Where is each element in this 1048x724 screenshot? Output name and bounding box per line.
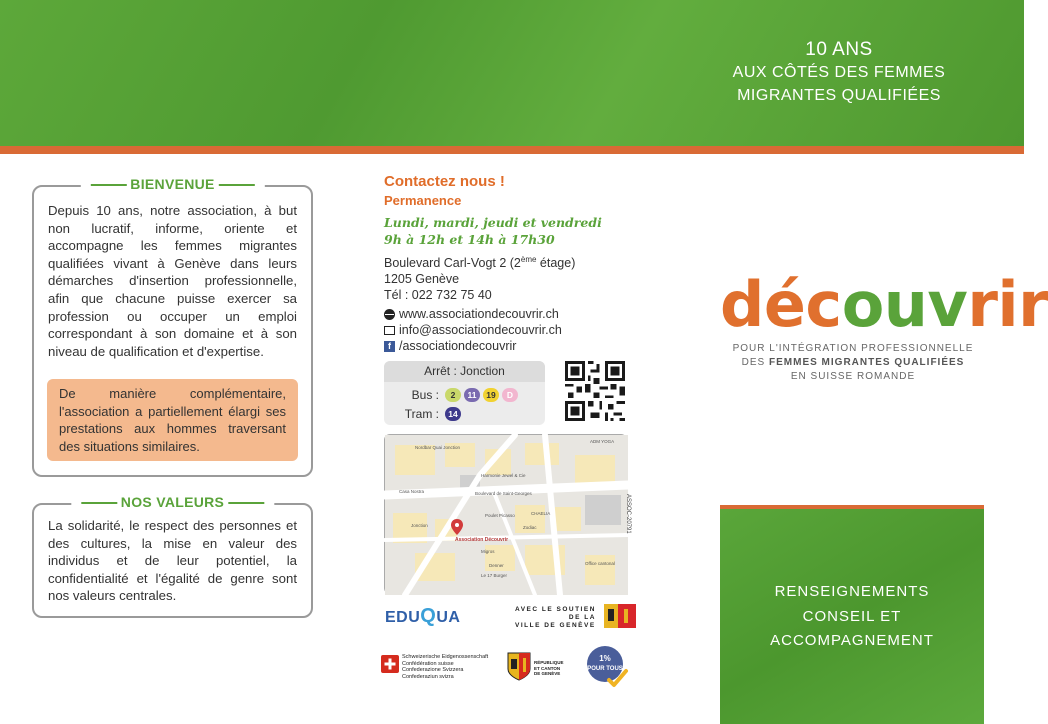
line-badge-2: 2 (445, 388, 461, 402)
mail-icon (384, 326, 395, 335)
logo-part-2: ouv (841, 268, 968, 341)
logo-sub-line-3: EN SUISSE ROMANDE (790, 371, 916, 382)
map-label-poulet: Poulet Picasso (485, 513, 515, 518)
map-label-zodiac: Zodiac (523, 525, 537, 530)
banner-line-1: 10 ANS (805, 39, 873, 60)
bienvenue-note-text: De manière complémentaire, l'association a partiellement élargi ses prestations aux hommes traversant des situations similaires. (59, 386, 286, 454)
line-badge-19: 19 (483, 388, 499, 402)
map-label-boulevard: Boulevard de Saint-Georges (475, 491, 532, 496)
line-badge-11: 11 (464, 388, 480, 402)
map-label-casa: Casa Nostra (399, 489, 425, 494)
logo-sub-line-2-bold: FEMMES MIGRANTES QUALIFIÉES (769, 357, 965, 368)
logo-part-3: rir (967, 268, 1048, 341)
geneve-coat-of-arms-icon (507, 651, 531, 681)
service-renseignements: RENSEIGNEMENTS (774, 583, 930, 600)
address-street: Boulevard Carl-Vogt 2 (2 (384, 256, 521, 271)
geneve-line-3: DE GENÈVE (534, 671, 561, 676)
bus-label: Bus : (411, 387, 439, 402)
svg-text:1%: 1% (599, 654, 611, 663)
ville-geneve-text (515, 606, 596, 630)
facebook-icon: f (384, 341, 395, 352)
swiss-line-2: Confédération suisse (402, 660, 454, 667)
map-label-migros: Migros (481, 549, 495, 554)
email-link[interactable]: info@associationdecouvrir.ch (399, 323, 562, 337)
service-conseil: CONSEIL ET (802, 607, 902, 625)
opening-days: Lundi, mardi, jeudi et vendredi (384, 215, 602, 230)
banner-line-3: MIGRANTES QUALIFIÉES (737, 87, 941, 104)
bienvenue-box (32, 176, 313, 477)
map-label-jonction: Jonction (411, 523, 428, 528)
map-label-association: Association Découvrir (455, 537, 509, 543)
bienvenue-title: BIENVENUE (80, 176, 264, 192)
ville-line-3: VILLE DE GENÈVE (515, 622, 596, 629)
services-list (720, 580, 984, 654)
tram-row (384, 406, 464, 421)
line-badge-D: D (502, 388, 518, 402)
pour-tous-badge-icon (585, 644, 627, 686)
facebook-link[interactable]: /associationdecouvrir (399, 339, 517, 353)
swiss-line-4: Confederaziun svizra (402, 673, 454, 680)
swiss-cross-icon (381, 655, 399, 673)
eduqua-logo: EDUQUA (385, 605, 461, 627)
bus-row (384, 387, 521, 402)
map-label-burger: Le 17 Burger (481, 573, 508, 578)
address-floor: étage) (536, 256, 576, 271)
swiss-confederation-text (402, 654, 488, 680)
transport-box (384, 361, 545, 425)
phone[interactable]: Tél : 022 732 75 40 (384, 288, 492, 303)
map-label-denner: Denner (489, 563, 504, 568)
valeurs-text: La solidarité, le respect des personnes et des cultures, la mise en valeur des individus et de leur potentiel, la confidentialité et l'égalité de genre sont nos valeurs centrales. (48, 518, 297, 604)
valeurs-title: NOS VALEURS (71, 494, 274, 510)
contact-title: Contactez nous ! (384, 173, 505, 190)
map-label-nordbar: Nordbar Quai Jonction (415, 445, 461, 450)
swiss-line-1: Schweizerische Eidgenossenschaft (402, 654, 489, 660)
geneve-republic-text (534, 660, 564, 677)
line-badge-14: 14 (445, 407, 461, 421)
bienvenue-text: Depuis 10 ans, notre association, à but non lucratif, informe, oriente et accompagne les femmes migrantes qualifiées vivant à Genève dans leurs démarches d'insertion professionnelle, afin que chacune puisse exercer sa profession ou occuper un emploi correspondant à son domaine et à son niveau de qualification et d'expertise. (48, 203, 297, 359)
swiss-line-3: Confederazione Svizzera (402, 667, 464, 673)
map-illustration (385, 435, 628, 595)
website-link[interactable]: www.associationdecouvrir.ch (399, 307, 559, 321)
logo-sub-line-1: POUR L'INTÉGRATION PROFESSIONNELLE (732, 343, 974, 354)
location-map[interactable] (384, 434, 627, 594)
geneve-line-1: RÉPUBLIQUE (534, 660, 564, 665)
stop-name: Arrêt : Jonction (384, 361, 545, 382)
bienvenue-note (47, 379, 298, 461)
service-accompagnement: ACCOMPAGNEMENT (770, 632, 934, 649)
ville-line-2: DE LA (568, 614, 596, 621)
geneve-line-2: ET CANTON (534, 665, 561, 671)
map-label-office: Office cantonal (585, 561, 615, 566)
map-label-chaelia: CHAELIA (531, 511, 551, 516)
logo-sub-line-2-pre: DES (741, 357, 769, 368)
permanence-label: Permanence (384, 193, 462, 208)
qr-code (565, 361, 625, 421)
ville-geneve-logo (604, 604, 636, 628)
svg-text:POUR TOUS: POUR TOUS (587, 666, 623, 672)
map-reference: ASSOC-20791 (625, 494, 631, 534)
logo-subtitle (722, 342, 984, 384)
address (384, 252, 575, 303)
map-label-yoga: ADM YOGA (590, 439, 615, 444)
ville-line-1: AVEC LE SOUTIEN (515, 606, 596, 613)
banner-line-2: AUX CÔTÉS DES FEMMES (732, 64, 946, 81)
address-floor-sup: ème (520, 255, 537, 264)
top-stripe (0, 146, 1024, 154)
decouvrir-logo (720, 270, 1048, 340)
logo-part-1: déc (720, 268, 842, 341)
contact-links (384, 306, 562, 354)
opening-times: 9h à 12h et 14h à 17h30 (384, 232, 555, 247)
opening-hours (384, 214, 602, 248)
valeurs-box (32, 494, 313, 618)
address-city: 1205 Genève (384, 272, 460, 287)
globe-icon (384, 309, 395, 320)
tram-label: Tram : (404, 406, 439, 421)
map-label-harmonie: Harmonie Jewel & Cie (481, 473, 526, 478)
banner-tagline (714, 38, 964, 107)
